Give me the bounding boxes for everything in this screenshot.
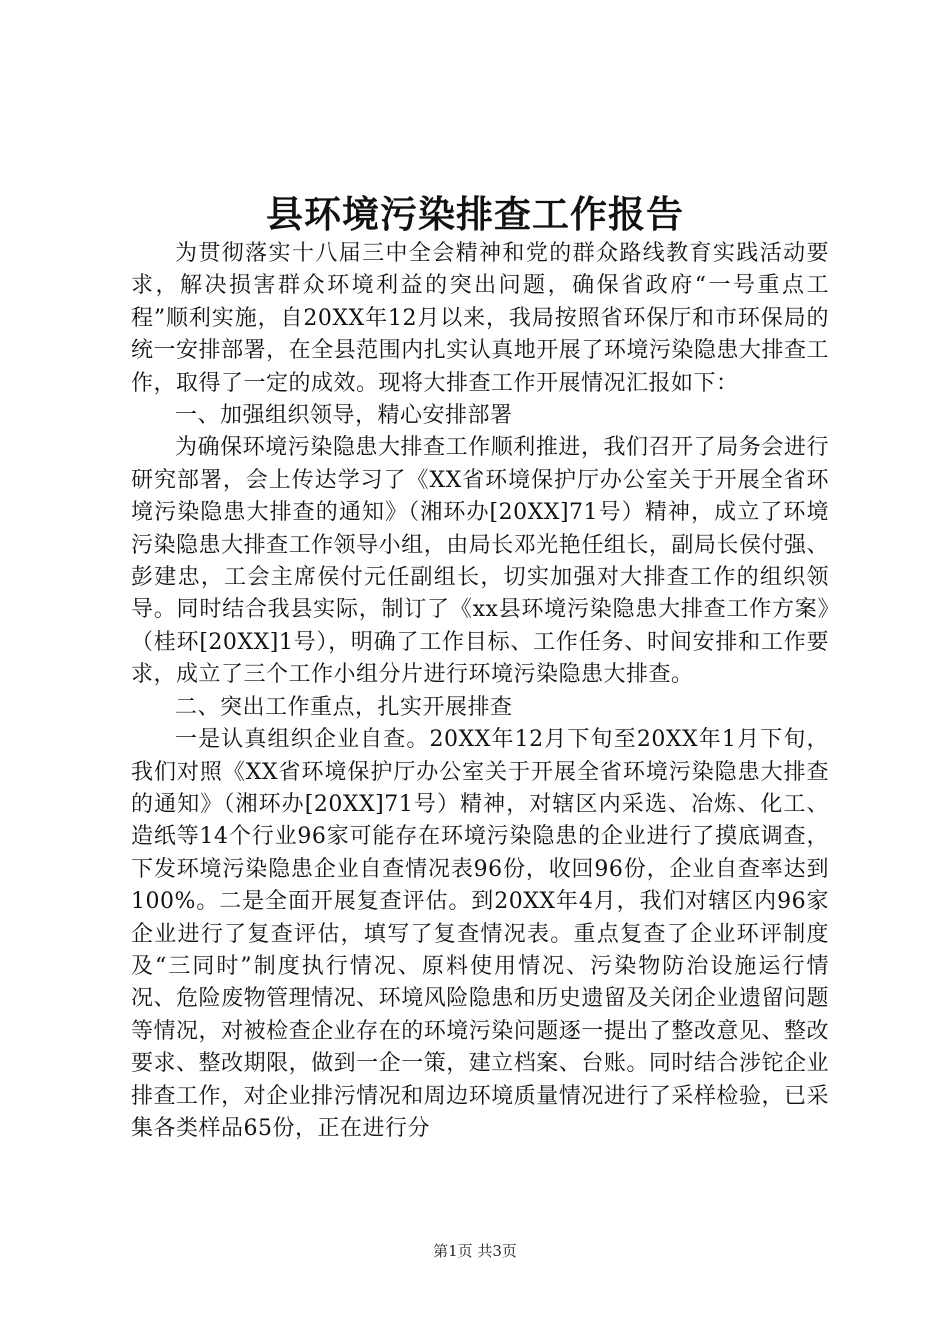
document-title: 县环境污染排查工作报告 bbox=[266, 192, 684, 236]
section-heading-2: 二、突出工作重点，扎实开展排查 bbox=[175, 694, 513, 720]
section-heading-1: 一、加强组织领导，精心安排部署 bbox=[175, 403, 513, 429]
section-1-paragraph: 为确保环境污染隐患大排查工作顺利推进，我们召开了局务会进行研究部署，会上传达学习了《XX省环境保护厅办公室关于开展全省环境污染隐患大排查的通知》（湘环办[20XX]71号）精神，成立了环境污染隐患大排查工作领导小组，由局长邓光艳任组长，副局长侯付强、彭建忠，工会主席侯付元任副组长，切实加强对大排查工作的组织领导。同时结合我县实际，制订了《xx县环境污染隐患大排查工作方案》（桂环[20XX]1号），明确了工作目标、工作任务、时间安排和工作要求，成立了三个工作小组分片进行环境污染隐患大排查。 bbox=[131, 435, 829, 688]
section-2-paragraph: 一是认真组织企业自查。20XX年12月下旬至20XX年1月下旬，我们对照《XX省环境保护厅办公室关于开展全省环境污染隐患大排查的通知》（湘环办[20XX]71号）精神，对辖区内采选、冶炼、化工、造纸等14个行业96家可能存在环境污染隐患的企业进行了摸底调查，下发环境污染隐患企业自查情况表96份，收回96份，企业自查率达到100%。二是全面开展复查评估。到20XX年4月，我们对辖区内96家企业进行了复查评估，填写了复查情况表。重点复查了企业环评制度及“三同时”制度执行情况、原料使用情况、污染物防治设施运行情况、危险废物管理情况、环境风险隐患和历史遗留及关闭企业遗留问题等情况，对被检查企业存在的环境污染问题逐一提出了整改意见、整改要求、整改期限，做到一企一策，建立档案、台账。同时结合涉铊企业排查工作，对企业排污情况和周边环境质量情况进行了采样检验，已采集各类样品65份，正在进行分 bbox=[131, 727, 829, 1141]
intro-paragraph: 为贯彻落实十八届三中全会精神和党的群众路线教育实践活动要求，解决损害群众环境利益的突出问题，确保省政府“一号重点工程”顺利实施，自20XX年12月以来，我局按照省环保厅和市环保局的统一安排部署，在全县范围内扎实认真地开展了环境污染隐患大排查工作，取得了一定的成效。现将大排查工作开展情况汇报如下： bbox=[131, 241, 829, 396]
page-number-footer: 第1页 共3页 bbox=[433, 1242, 517, 1260]
document-body bbox=[131, 238, 829, 1145]
